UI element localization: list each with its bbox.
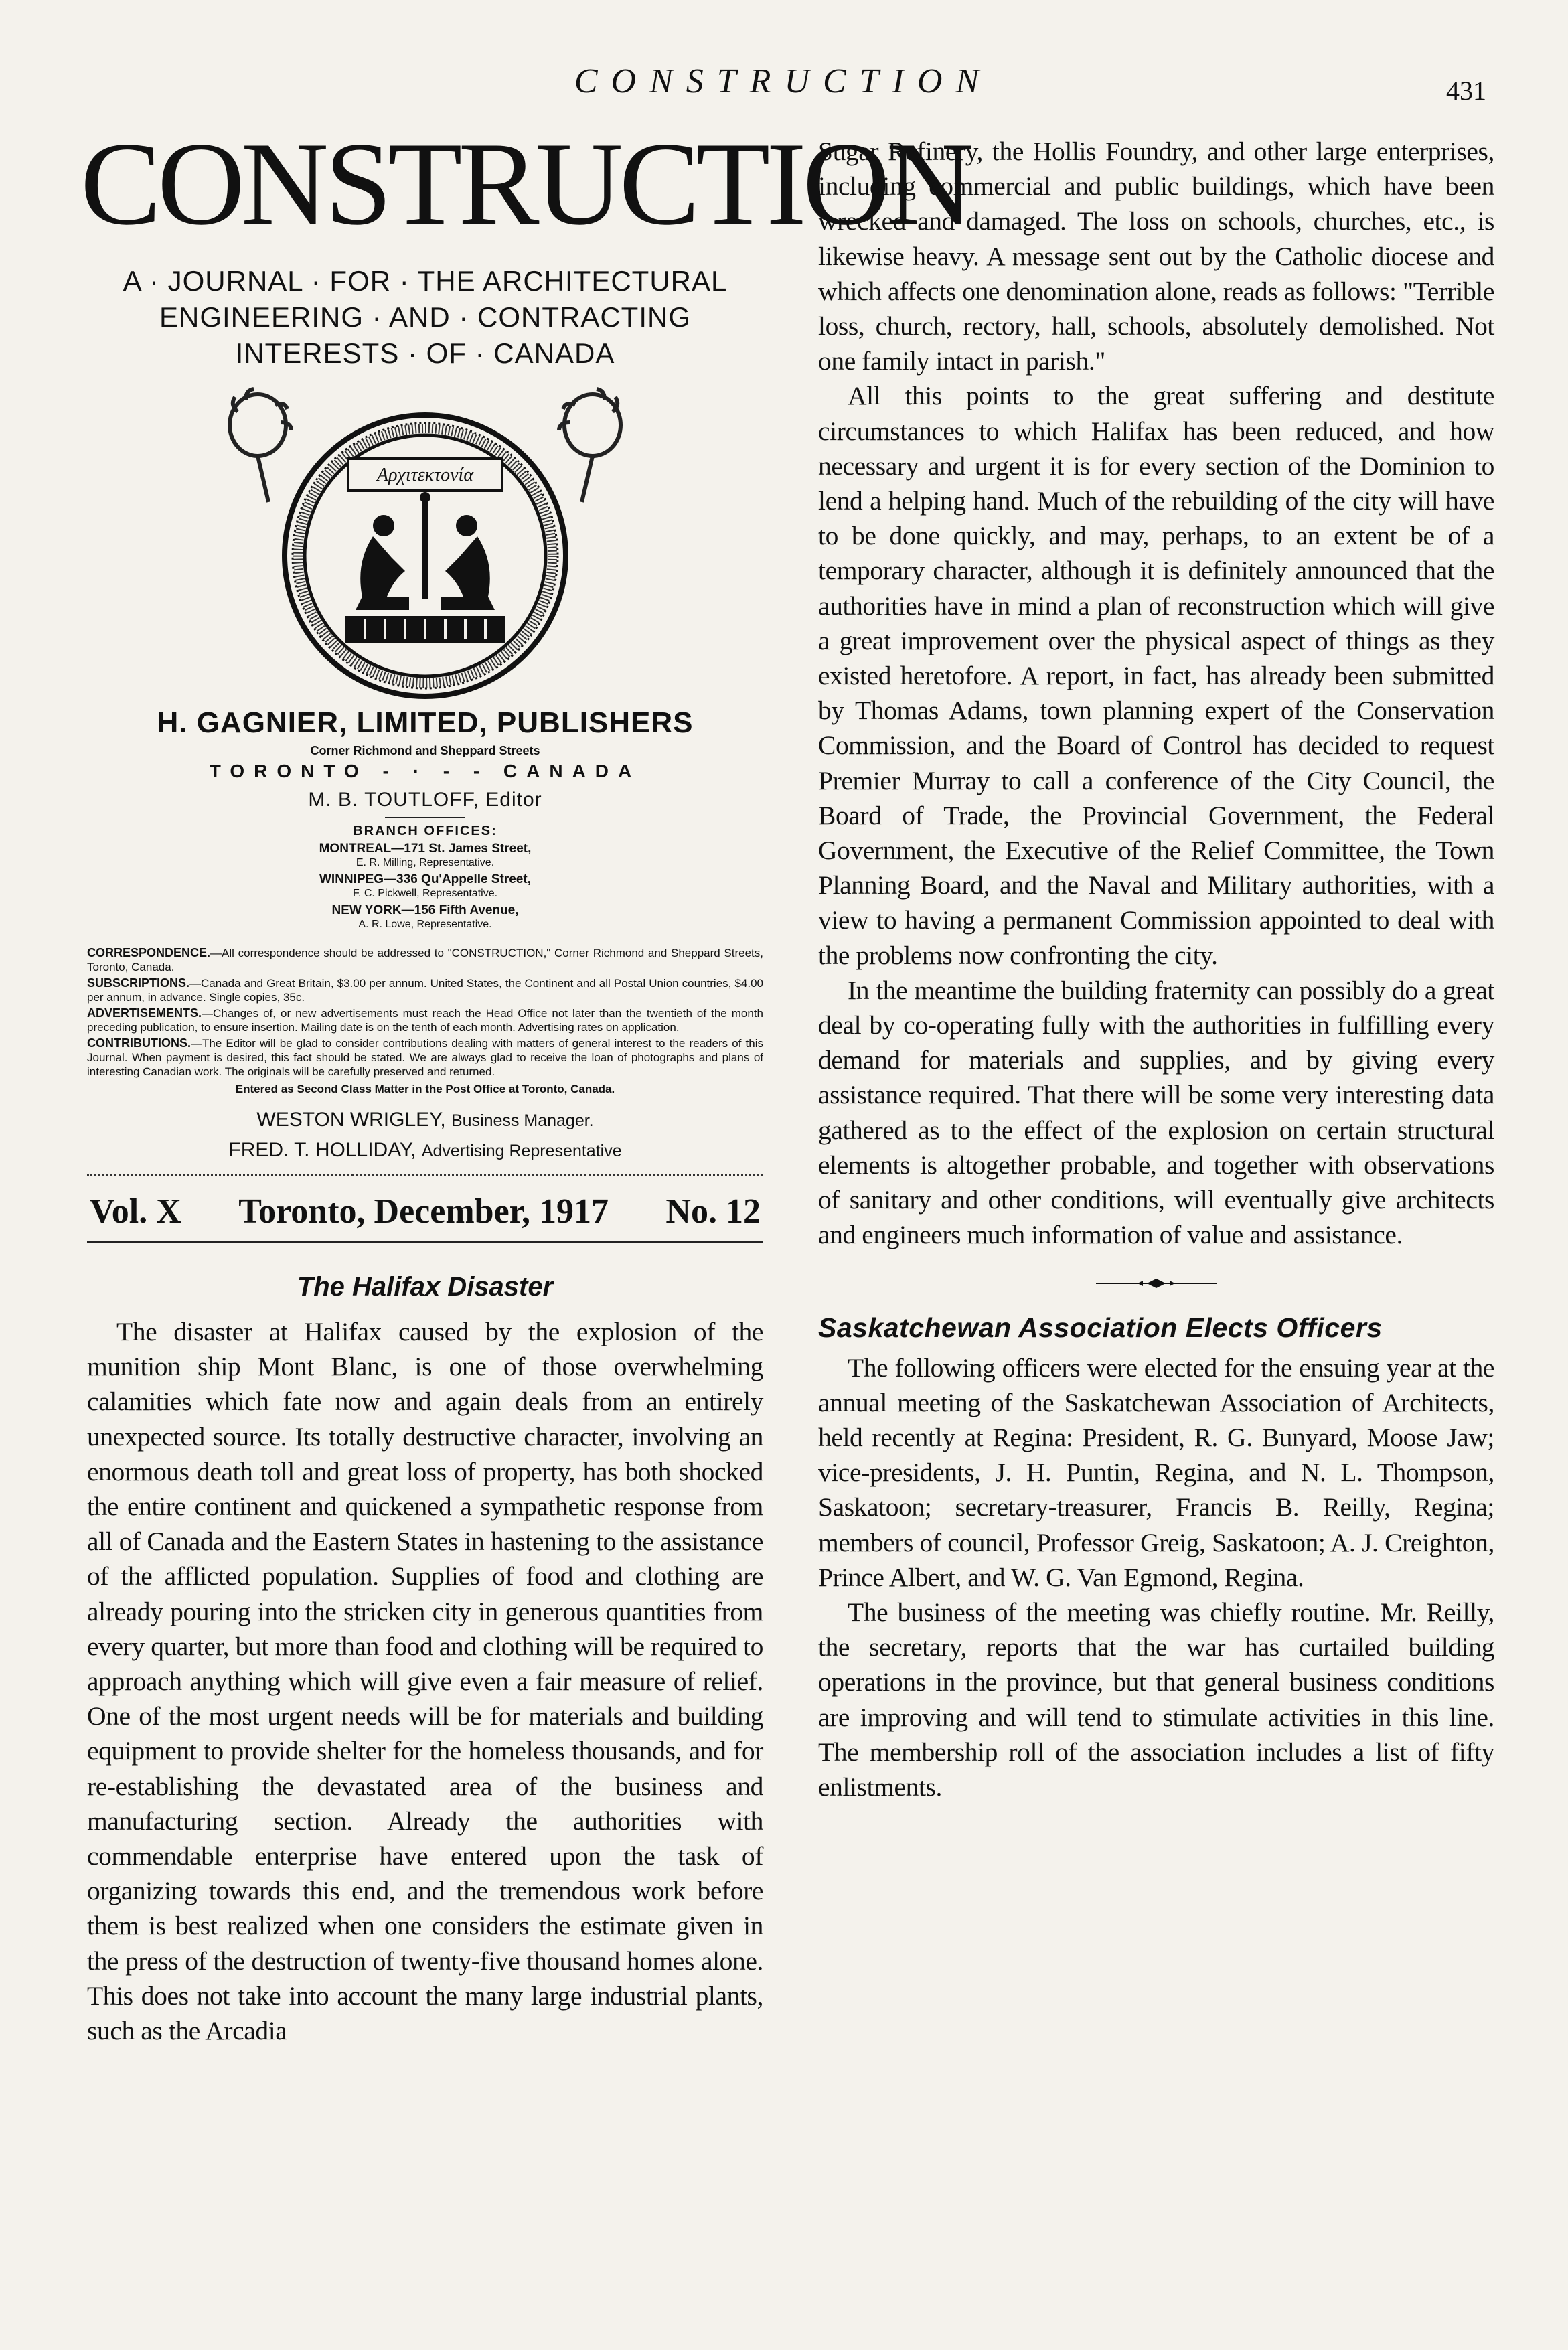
notice-advertisements xyxy=(87,1006,763,1034)
article-paragraph: In the meantime the building fraternity can possibly do a great deal by co-operating fully with the authorities in fulfilling every demand for materials and supplies, and by giving every assistance required. That there will be some very interesting data gathered as to the effect of the explosion on certain structural elements is altogether probable, and together with observations of sanitary and other conditions, will eventually give architects and engineers much information of value and assistance. xyxy=(818,975,1494,1250)
left-wreath-icon xyxy=(230,389,291,502)
notice-label: CORRESPONDENCE. xyxy=(87,946,211,959)
publisher-address: Corner Richmond and Sheppard Streets xyxy=(310,744,540,757)
subtitle-line: A · JOURNAL · FOR · THE ARCHITECTURAL xyxy=(123,265,728,297)
advertising-rep-role: Advertising Representative xyxy=(421,1142,622,1160)
branch-offices-title: BRANCH OFFICES: xyxy=(353,824,497,838)
notice-correspondence xyxy=(87,946,763,974)
branch-office-address: MONTREAL—171 St. James Street, xyxy=(319,842,532,856)
notice-label: SUBSCRIPTIONS. xyxy=(87,976,190,990)
divider xyxy=(87,1174,763,1176)
ornament-divider-icon xyxy=(1096,1277,1217,1290)
article-paragraph: Sugar Refinery, the Hollis Foundry, and other large enterprises, including commercial and public buildings, which have been wrecked and damaged. The loss on schools, churches, etc., is likewise heavy. A message sent out by the Catholic diocese and which affects one denomination alone, reads as follows: "Terrible loss, church, rectory, hall, schools, absolutely demolished. Not one family intact in parish." xyxy=(818,137,1495,376)
right-column xyxy=(818,134,1494,1804)
branch-office xyxy=(87,872,763,900)
subtitle-line: INTERESTS · OF · CANADA xyxy=(235,337,615,369)
masthead-title: CONSTRUCTION xyxy=(80,117,970,250)
branch-office xyxy=(87,903,763,931)
postal-entry-note: Entered as Second Class Matter in the Post Office at Toronto, Canada. xyxy=(235,1083,615,1095)
business-manager-role: Business Manager. xyxy=(451,1111,594,1130)
branch-office-address: NEW YORK—156 Fifth Avenue, xyxy=(331,903,519,917)
running-head: CONSTRUCTION xyxy=(574,62,993,100)
divider xyxy=(385,817,465,818)
notices xyxy=(87,946,763,1079)
subtitle-line: ENGINEERING · AND · CONTRACTING xyxy=(159,301,692,333)
article-paragraph: All this points to the great suffering and destitute circumstances to which Halifax has been reduced, and how necessary and urgent it is for every section of the Dominion to lend a helping hand. Much of the rebuilding of the city will have to be done quickly, and may, perhaps, to an extent be of a temporary character, although it is definitely announced that the authorities have in mind a plan of reconstruction which will give a great improvement over the physical aspect of things as they existed heretofore. A report, in fact, has already been submitted by Thomas Adams, town planning expert of the Conservation Commission, and the Board of Control has decided to request Premier Murray to call a conference of the City Council, the Board of Trade, the Provincial Government, the Federal Government, the Executive of the Relief Committee, the Town Planning Board, and the Naval and Military authorities, with a view to having a permanent Commission appointed to deal with the problems now confronting the city. xyxy=(818,381,1494,970)
right-wreath-icon xyxy=(559,389,621,502)
notice-text: —Canada and Great Britain, $3.00 per annum. United States, the Continent and all Postal Union countries, $4.00 per annum, in advance. Single copies, 35c. xyxy=(87,977,763,1004)
notice-text: —Changes of, or new advertisements must reach the Head Office not later than the twentieth of the month preceding publication, to ensure insertion. Mailing date is on the tenth of each month. Advertising rates on application. xyxy=(87,1007,763,1034)
advertising-rep-line xyxy=(87,1135,763,1166)
business-manager-name: WESTON WRIGLEY, xyxy=(256,1109,446,1131)
volume: Vol. X xyxy=(90,1192,181,1231)
notice-text: —The Editor will be glad to consider contributions dealing with matters of general interest to the readers of this Journal. When payment is desired, this fact should be stated. We are always glad to receive the loan of photographs and plans of interesting Canadian work. The originals will be carefully preserved and returned. xyxy=(87,1037,763,1078)
article-paragraph: The disaster at Halifax caused by the explosion of the munition ship Mont Blanc, is one of those overwhelming calamities which fate now and again deals from an entirely unexpected source. Its totally destructive character, involving an enormous death toll and great loss of property, has both shocked the entire continent and quickened a sympathetic response from all of Canada and the Eastern States in hastening to the assistance of the afflicted population. Supplies of food and clothing are already pouring into the stricken city in generous quantities from every quarter, but more than food and clothing will be required to approach anything which will give even a fair measure of relief. One of the most urgent needs will be for materials and building equipment to provide shelter for the homeless thousands, and for re-establishing the devastated area of the business and manufacturing section. Already the authorities with commendable enterprise have entered upon the task of organizing towards this end, and the tremendous work before them is best realized when one considers the estimate given in the press of the destruction of twenty-five thousand homes alone. This does not take into account the many large industrial plants, such as the Arcadia xyxy=(87,1317,763,2046)
branch-office xyxy=(87,842,763,870)
section-ornament xyxy=(818,1277,1494,1294)
staff-credits xyxy=(87,1105,763,1166)
article-title: Saskatchewan Association Elects Officers xyxy=(818,1312,1383,1343)
notice-text: —All correspondence should be addressed to "CONSTRUCTION," Corner Richmond and Sheppard Streets, Toronto, Canada. xyxy=(87,947,763,973)
volume-line xyxy=(87,1192,763,1231)
seal-emblem xyxy=(87,385,763,700)
advertising-rep-name: FRED. T. HOLLIDAY, xyxy=(228,1139,416,1161)
issue-number: No. 12 xyxy=(665,1192,761,1231)
branch-office-rep: A. R. Lowe, Representative. xyxy=(358,919,492,930)
left-column xyxy=(80,117,970,2048)
article-paragraph: The business of the meeting was chiefly routine. Mr. Reilly, the secretary, reports that the war has curtailed building operations in the province, but that general business conditions are improving and will tend to stimulate activities in this line. The membership roll of the association includes a list of fifty enlistments. xyxy=(818,1597,1494,1802)
seal-illustration xyxy=(211,385,639,700)
seal-text: Αρχιτεκτονία xyxy=(376,465,474,485)
page-number: 431 xyxy=(1446,76,1486,106)
notice-contributions xyxy=(87,1036,763,1079)
divider xyxy=(87,1241,763,1243)
kneeling-figures-icon xyxy=(356,492,495,610)
publisher-name: H. GAGNIER, LIMITED, PUBLISHERS xyxy=(157,706,694,739)
branch-office-address: WINNIPEG—336 Qu'Appelle Street, xyxy=(319,872,531,886)
notice-label: CONTRIBUTIONS. xyxy=(87,1036,191,1050)
notice-subscriptions xyxy=(87,976,763,1004)
article-paragraph: The following officers were elected for the ensuing year at the annual meeting of the Saskatchewan Association of Architects, held recently at Regina: President, R. G. Bunyard, Moose Jaw; vice-presidents, J. H. Puntin, Regina, and N. L. Thompson, Saskatoon; secretary-treasurer, Francis B. Reilly, Regina; members of council, Professor Greig, Saskatoon; A. J. Creighton, Prince Albert, and W. G. Van Egmond, Regina. xyxy=(818,1352,1494,1592)
business-manager-line xyxy=(87,1105,763,1135)
issue-date: Toronto, December, 1917 xyxy=(238,1192,609,1231)
city-line: TORONTO - · - - CANADA xyxy=(209,761,641,781)
notice-label: ADVERTISEMENTS. xyxy=(87,1006,202,1020)
article-title: The Halifax Disaster xyxy=(297,1272,554,1302)
branch-office-rep: F. C. Pickwell, Representative. xyxy=(352,888,498,899)
journal-subtitle xyxy=(87,263,763,372)
editor-line: M. B. TOUTLOFF, Editor xyxy=(308,789,542,811)
branch-office-rep: E. R. Milling, Representative. xyxy=(356,857,495,868)
